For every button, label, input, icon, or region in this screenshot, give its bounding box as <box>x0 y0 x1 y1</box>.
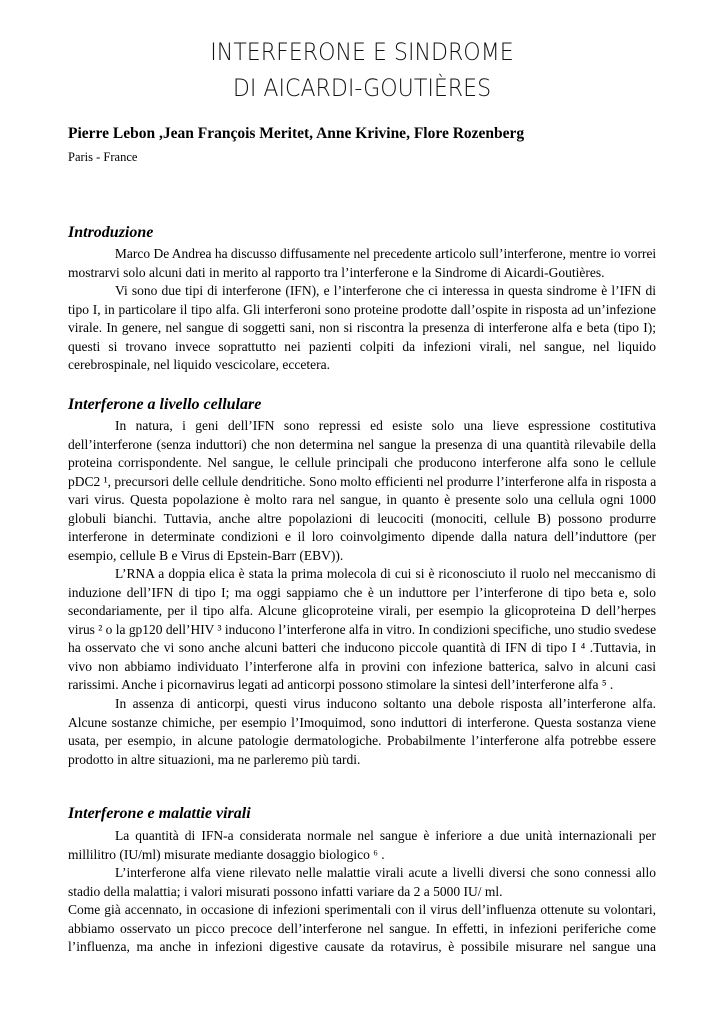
text-line: esempio, cellule B e Virus di Epstein-Barr (EBV)). <box>68 547 344 563</box>
paragraph <box>68 245 656 282</box>
text-line: La quantità di IFN-a considerata normale nel sangue è inferiore a due unità internazionali per <box>115 828 656 843</box>
paragraph <box>68 417 656 565</box>
paragraph <box>68 565 656 695</box>
paragraph <box>68 901 656 957</box>
text-line: proteina corrispondente. Nel sangue, le cellule principali che producono interferone alfa sono le cellule <box>68 455 656 470</box>
text-line: L’interferone alfa viene rilevato nelle malattie virali acute a livelli diversi che sono connessi allo <box>115 865 656 880</box>
text-line: prodotto in altre situazioni, ma ne parleremo più tardi. <box>68 751 361 767</box>
text-line: abbiamo osservato un picco precoce dell’interferone nel sangue. In effetti, in infezioni periferiche come <box>68 920 656 936</box>
paragraph <box>68 282 656 375</box>
authors: Pierre Lebon ,Jean François Meritet, Anne Krivine, Flore Rozenberg <box>68 125 525 142</box>
text-line: interferone in determinate condizioni e il loro coinvolgimento dipende dalla natura dell’induttore (per <box>68 529 656 544</box>
text-line: pDC2 ¹, precursori delle cellule dendritiche. Sono molto efficienti nel produrre l’interferone alfa in risposta a <box>68 473 657 489</box>
text-line: rarissimi. Anche i picornavirus legati ad anticorpi possono stimolare la sintesi dell’interferone alfa ⁵ . <box>68 677 614 692</box>
document-title <box>29 34 695 106</box>
text-line: usata, per esempio, in alcune patologie dermatologiche. Probabilmente l’interferone alfa potrebbe essere <box>68 733 656 748</box>
text-line: In assenza di anticorpi, questi virus inducono soltanto una debole risposta all’interferone alfa. <box>115 696 656 711</box>
text-line: globuli bianchi. Tuttavia, anche altre popolazioni di leucociti (monociti, cellule B) possono produrre <box>68 510 656 526</box>
section-heading-malattie-virali: Interferone e malattie virali <box>68 805 251 822</box>
section-heading-interferone-cellulare: Interferone a livello cellulare <box>68 396 262 413</box>
text-line: virus ² o la gp120 dell’HIV ³ inducono l’interferone alfa in vitro. In condizioni specifiche, uno studio svedese <box>68 621 657 637</box>
text-line: questi si trovano invece soprattutto nei pazienti colpiti da infezioni virali, nel sangue, nel liquido <box>68 338 656 354</box>
text-line: virale. In genere, nel sangue di soggetti sani, non si riscontra la presenza di interferone alfa e beta (tipo I); <box>68 320 656 335</box>
text-line: millilitro (IU/ml) misurate mediante dosaggio biologico ⁶ . <box>68 846 385 862</box>
paragraph <box>68 695 656 769</box>
text-line: ha osservato che vi sono anche alcuni batteri che inducono piccole quantità di IFN di tipo I ⁴ .Tuttavia, in <box>68 640 656 655</box>
title-line-2: DI AICARDI-GOUTIÈRES <box>232 74 492 102</box>
text-line: l’influenza, ma anche in infezioni digestive causate da rotavirus, è possibile misurare nel sangue una <box>68 939 656 954</box>
text-line: mostrarvi solo alcuni dati in merito al rapporto tra l’interferone e la Sindrome di Aicardi-Goutières. <box>68 264 605 280</box>
title-line-1: INTERFERONE E SINDROME <box>210 38 514 66</box>
text-line: stadio della malattia; i valori misurati possono infatti variare da 2 a 5000 IU/ ml. <box>68 883 503 899</box>
text-line: cerebrospinale, nel liquido vescicolare, eccetera. <box>68 357 330 372</box>
text-line: Vi sono due tipi di interferone (IFN), e l’interferone che ci interessa in questa sindrome è l’IFN di <box>115 283 656 298</box>
text-line: vari virus. Questa popolazione è molto rara nel sangue, in quanto è presente solo una cellula ogni 1000 <box>68 492 656 507</box>
text-line: Alcune sostanze chimiche, per esempio l’Imoquimod, sono induttori di interferone. Questa sostanza viene <box>68 714 656 730</box>
text-line: induzione dell’IFN di tipo I; ma oggi sappiamo che è un induttore per l’interferone di tipo beta e, solo <box>68 584 656 600</box>
paragraph <box>68 827 656 864</box>
text-line: Marco De Andrea ha discusso diffusamente nel precedente articolo sull’interferone, mentre io vorrei <box>114 246 657 261</box>
text-line: L’RNA a doppia elica è stata la prima molecola di cui si è riconosciuto il ruolo nel meccanismo di <box>115 566 656 581</box>
section-heading-introduzione: Introduzione <box>68 224 154 241</box>
text-line: Come già accennato, in occasione di infezioni sperimentali con il virus dell’influenza ottenute su volontari, <box>68 902 656 917</box>
location: Paris - France <box>68 150 138 164</box>
text-line: secondariamente, per il tipo alfa. Alcune glicoproteine virali, per esempio la glicoproteina D dell’herpes <box>68 603 656 618</box>
paragraph <box>68 864 656 901</box>
text-line: tipo I, in particolare il tipo alfa. Gli interferoni sono proteine prodotte dall’ospite in risposta ad un’infezione <box>68 301 656 317</box>
text-line: dell’interferone (senza induttori) che non determina nel sangue la presenza di una quantità rilevabile della <box>68 436 656 452</box>
text-line: In natura, i geni dell’IFN sono repressi ed esiste solo una lieve espressione costitutiva <box>115 418 656 433</box>
text-line: vivo non abbiamo individuato l’interferone alfa in provini con infezione batterica, salvo in alcuni casi <box>68 658 656 674</box>
